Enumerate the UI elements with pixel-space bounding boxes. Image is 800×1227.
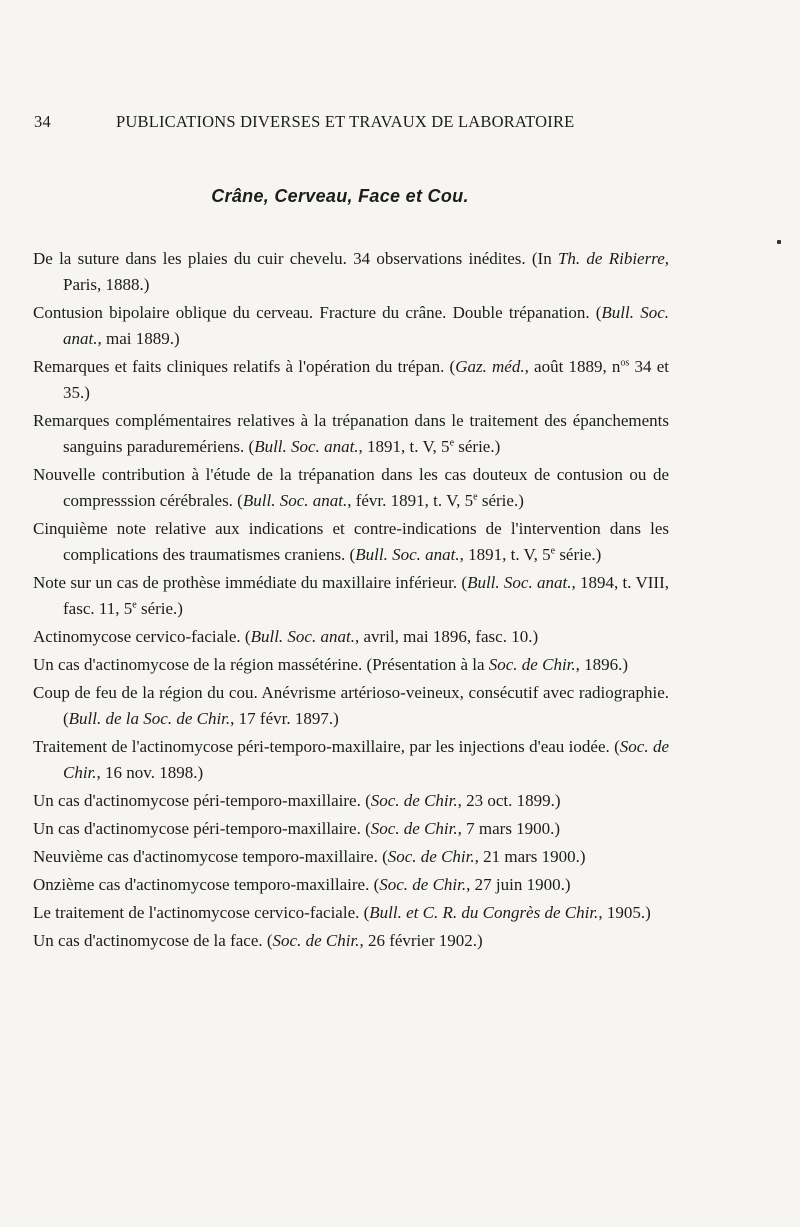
print-speck	[777, 240, 781, 244]
publication-entry: Un cas d'actinomycose péri-temporo-maxillaire. (Soc. de Chir., 7 mars 1900.)	[33, 819, 561, 838]
publication-entry: Un cas d'actinomycose de la face. (Soc. de Chir., 26 février 1902.)	[33, 931, 483, 950]
section-title: Crâne, Cerveau, Face et Cou.	[211, 186, 469, 206]
publication-entry: Remarques complémentaires relatives à la trépanation dans le traitement des épanchements sanguins paraduremériens. (Bull. Soc. anat., 1891, t. V, 5e série.)	[33, 411, 669, 456]
publication-entry: Le traitement de l'actinomycose cervico-faciale. (Bull. et C. R. du Congrès de Chir., 1905.)	[33, 903, 651, 922]
publication-entry: De la suture dans les plaies du cuir chevelu. 34 observations inédites. (In Th. de Ribierre, Paris, 1888.)	[33, 249, 669, 294]
publication-entry: Un cas d'actinomycose péri-temporo-maxillaire. (Soc. de Chir., 23 oct. 1899.)	[33, 791, 561, 810]
publication-entry: Neuvième cas d'actinomycose temporo-maxillaire. (Soc. de Chir., 21 mars 1900.)	[33, 847, 586, 866]
publication-entry: Coup de feu de la région du cou. Anévrisme artérioso-veineux, consécutif avec radiographie. (Bull. de la Soc. de Chir., 17 févr. 1897.)	[33, 683, 669, 728]
publication-entry: Note sur un cas de prothèse immédiate du maxillaire inférieur. (Bull. Soc. anat., 1894, t. VIII, fasc. 11, 5e série.)	[33, 573, 669, 618]
publication-entry: Onzième cas d'actinomycose temporo-maxillaire. (Soc. de Chir., 27 juin 1900.)	[33, 875, 571, 894]
publication-entry: Contusion bipolaire oblique du cerveau. Fracture du crâne. Double trépanation. (Bull. Soc. anat., mai 1889.)	[33, 303, 669, 348]
publication-entry: Cinquième note relative aux indications et contre-indications de l'intervention dans les complications des traumatismes craniens. (Bull. Soc. anat., 1891, t. V, 5e série.)	[33, 519, 669, 564]
publication-entry: Actinomycose cervico-faciale. (Bull. Soc. anat., avril, mai 1896, fasc. 10.)	[33, 627, 539, 646]
publication-entry: Traitement de l'actinomycose péri-temporo-maxillaire, par les injections d'eau iodée. (Soc. de Chir., 16 nov. 1898.)	[33, 737, 669, 782]
page-number: 34	[34, 112, 51, 131]
running-head: PUBLICATIONS DIVERSES ET TRAVAUX DE LABORATOIRE	[116, 112, 575, 131]
publication-entry: Un cas d'actinomycose de la région massétérine. (Présentation à la Soc. de Chir., 1896.)	[33, 655, 629, 674]
page-header	[34, 112, 734, 136]
publication-list	[33, 246, 669, 956]
publication-entry: Remarques et faits cliniques relatifs à l'opération du trépan. (Gaz. méd., août 1889, $n^{os}$ 34 et 35.)	[33, 357, 669, 402]
publication-entry: Nouvelle contribution à l'étude de la trépanation dans les cas douteux de contusion ou de compresssion cérébrales. (Bull. Soc. anat., févr. 1891, t. V, 5e série.)	[33, 465, 669, 510]
